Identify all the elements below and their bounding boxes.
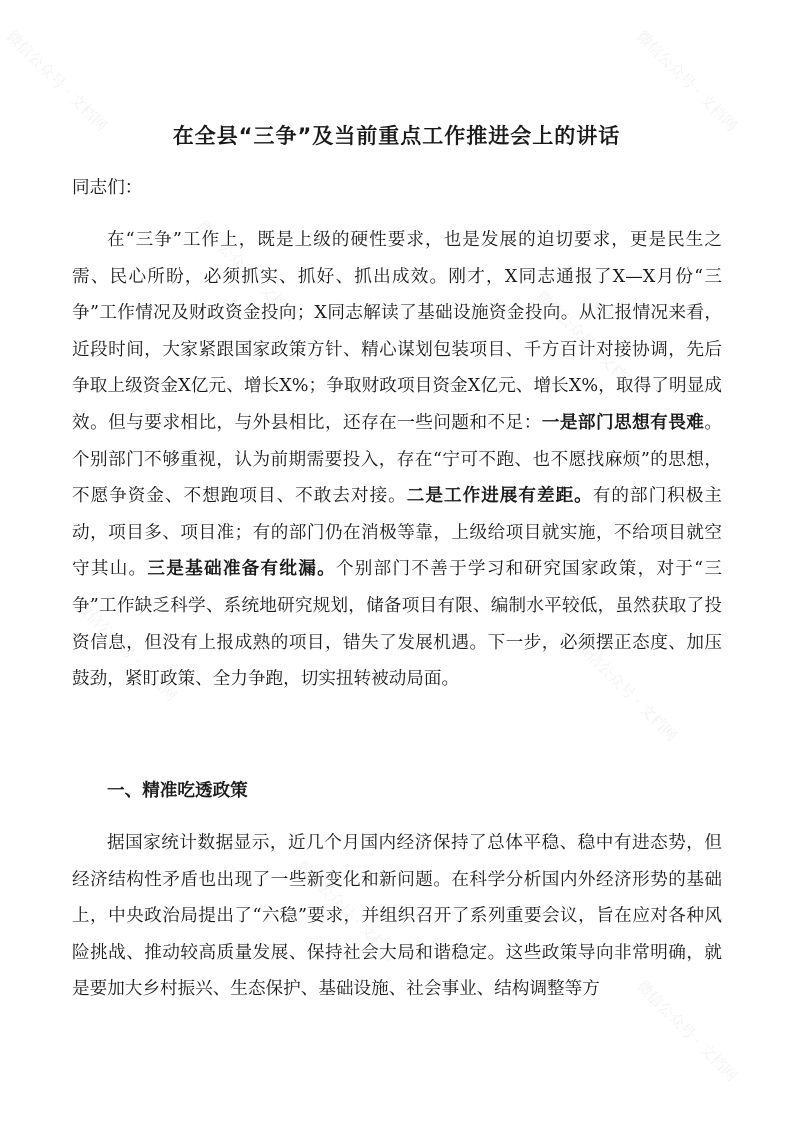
- section-heading-1: 一、精准吃透政策: [107, 781, 248, 801]
- watermark: 微信公众号 · 文档网: [192, 217, 301, 325]
- paragraph-1: [72, 222, 722, 698]
- document-title: 在全县“三争”及当前重点工作推进会上的讲话: [172, 124, 621, 148]
- watermark: 微信公众号 · 文档网: [292, 857, 401, 965]
- watermark: 微信公众号 · 文档网: [632, 977, 741, 1085]
- paragraph-2: 据国家统计数据显示，近几个月国内经济保持了总体平稳、稳中有进态势，但经济结构性矛盾也出现了一些新变化和新问题。在科学分析国内外经济形势的基础上，中央政治局提出了“六稳”要求，并组织召开了系列重要会议，旨在应对各种风险挑战、推动较高质量发展、保持社会大局和谐稳定。这些政策导向非常明确，就是要加大乡村振兴、生态保护、基础设施、社会事业、结构调整等方: [72, 833, 722, 1000]
- watermark: 微信公众号 · 文档网: [2, 27, 111, 135]
- bold-point-3: 三是基础准备有纰漏。: [147, 559, 336, 580]
- bold-point-2: 二是工作进展有差距。: [406, 486, 593, 507]
- paragraph-text: 有的部门积极主动，项目多、项目准；有的部门仍在消极等靠，上级给项目就实施，不给项目就空守其山。: [72, 486, 722, 580]
- paragraph-text: 在“三争”工作上，既是上级的硬性要求，也是发展的迫切要求，更是民生之需、民心所盼，必须抓实、抓好、抓出成效。刚才，X同志通报了X—X月份“三争”工作情况及财政资金投向；X同志解读了基础设施资金投向。从汇报情况来看，近段时间，大家紧跟国家政策方针、精心谋划包装项目、千方百计对接协调，先后争取上级资金X亿元、增长X%；争取财政项目资金X亿元、增长X%，取得了明显成效。但与要求相比，与外县相比，还存在一些问题和不足：: [72, 230, 722, 433]
- watermark: 微信公众号 · 文档网: [532, 287, 641, 395]
- watermark: 微信公众号 · 文档网: [632, 27, 741, 135]
- watermark: 微信公众号 · 文档网: [72, 597, 181, 705]
- salutation: 同志们：: [72, 178, 143, 198]
- bold-point-1: 一是部门思想有畏难: [541, 412, 705, 433]
- paragraph-text: 。个别部门不够重视，认为前期需要投入，存在“宁可不跑、也不愿找麻烦”的思想，不愿争资金、不想跑项目、不敢去对接。: [72, 412, 722, 507]
- paragraph-text: 个别部门不善于学习和研究国家政策，对于“三争”工作缺乏科学、系统地研究规划，储备项目有限、编制水平较低，虽然获取了投资信息，但没有上报成熟的项目，错失了发展机遇。下一步，必须摆正态度、加压鼓劲，紧盯政策、全力争跑，切实扭转被动局面。: [72, 559, 722, 690]
- watermark: 微信公众号 · 文档网: [572, 637, 681, 745]
